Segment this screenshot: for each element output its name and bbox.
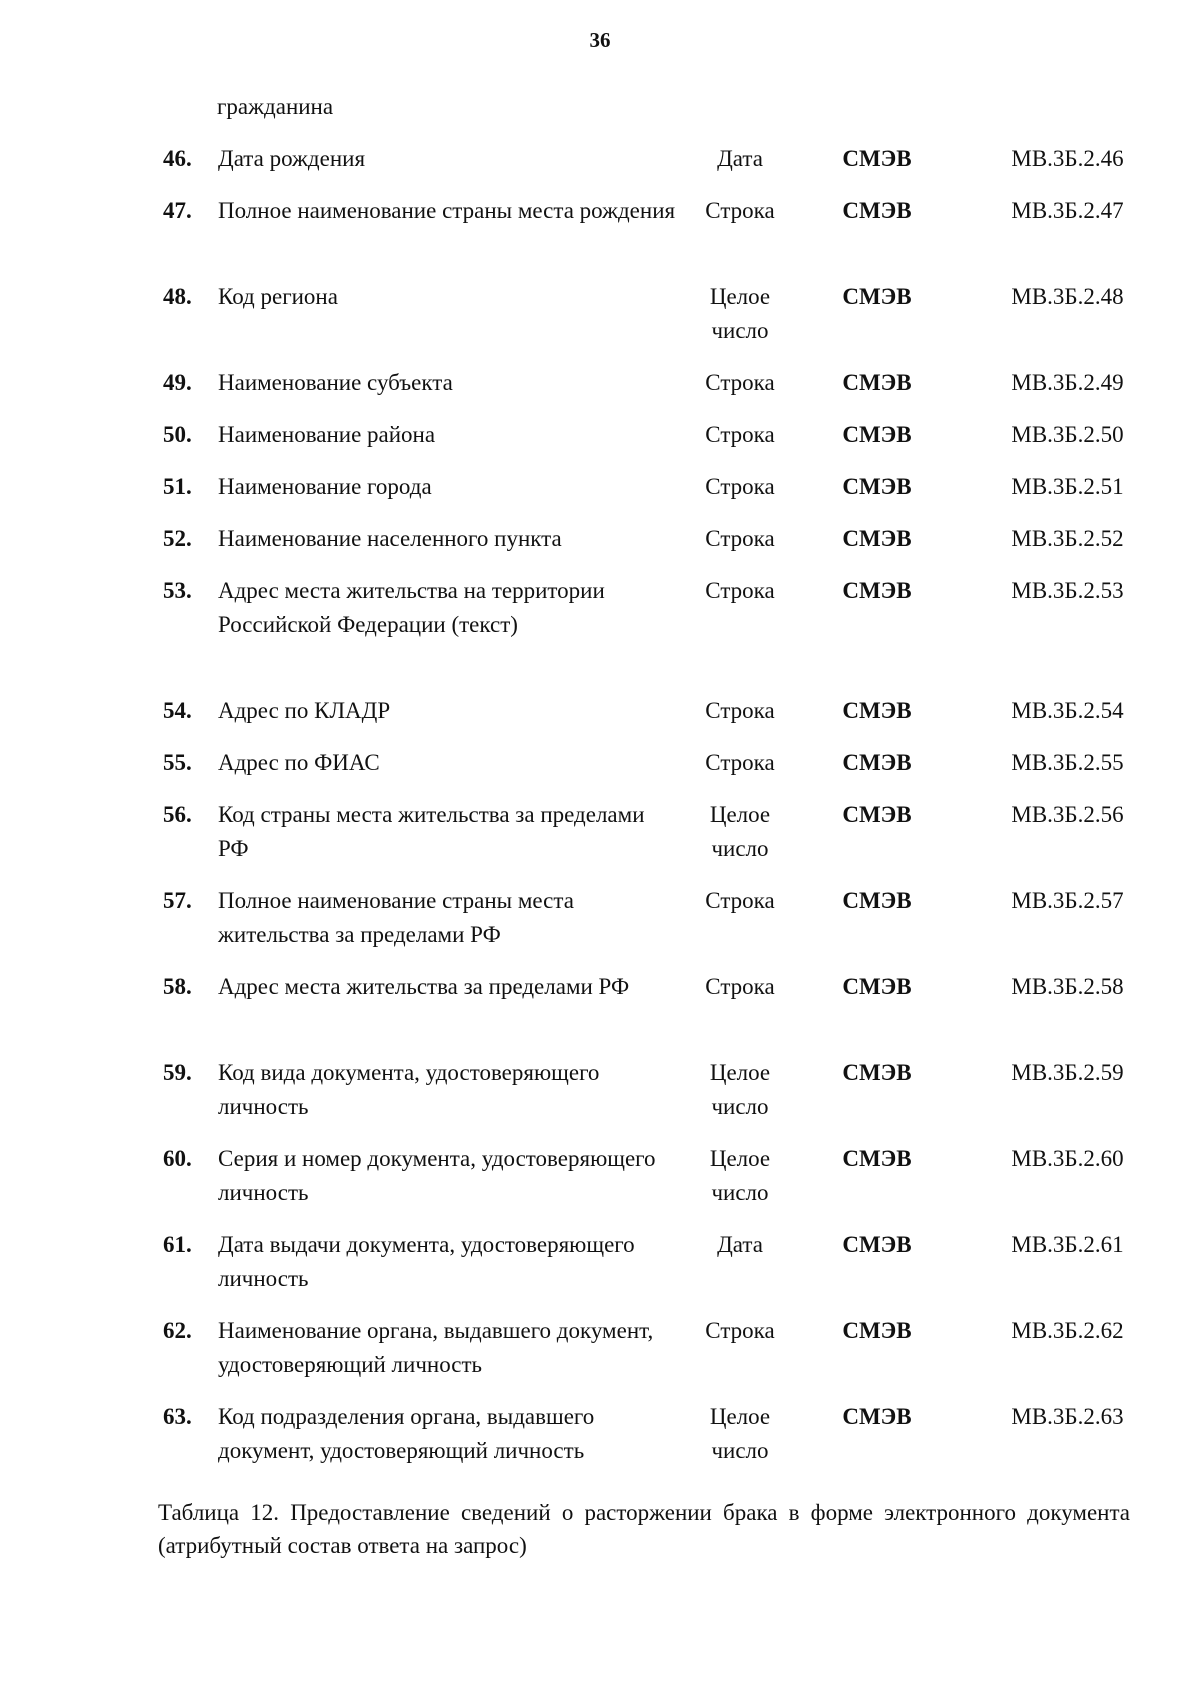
attribute-name: Наименование населенного пункта	[218, 526, 562, 551]
attribute-code: МВ.3Б.2.53	[1011, 578, 1124, 603]
row-number: 46.	[163, 146, 192, 171]
row-number: 51.	[163, 474, 192, 499]
attribute-name: Полное наименование страны места рождения	[218, 198, 676, 223]
row-number: 53.	[163, 578, 192, 603]
row-number: 58.	[163, 974, 192, 999]
row-number: 60.	[163, 1146, 192, 1171]
row-number: 57.	[163, 888, 192, 913]
attribute-code: МВ.3Б.2.60	[1011, 1146, 1124, 1171]
table-row	[0, 746, 1200, 780]
attribute-name: Адрес по КЛАДР	[218, 698, 391, 723]
attribute-source: СМЭВ	[842, 1404, 912, 1429]
attribute-type: Строка	[705, 474, 775, 499]
attribute-type: Целое число	[709, 1146, 771, 1205]
attribute-name: Наименование субъекта	[218, 370, 453, 395]
attribute-type: Дата	[717, 1232, 763, 1257]
attribute-source: СМЭВ	[842, 888, 912, 913]
attribute-name: Полное наименование страны места жительства за пределами РФ	[218, 888, 574, 947]
attribute-code: МВ.3Б.2.56	[1011, 802, 1124, 827]
attribute-type: Строка	[705, 974, 775, 999]
attribute-type: Целое число	[709, 1404, 771, 1463]
attribute-name: Код вида документа, удостоверяющего личность	[218, 1060, 600, 1119]
attribute-type: Строка	[705, 370, 775, 395]
attribute-source: СМЭВ	[842, 1146, 912, 1171]
attribute-source: СМЭВ	[842, 802, 912, 827]
attribute-type: Строка	[705, 698, 775, 723]
attribute-name: Адрес места жительства на территории Российской Федерации (текст)	[218, 578, 605, 637]
attribute-source: СМЭВ	[842, 146, 912, 171]
table-row	[0, 1314, 1200, 1382]
attribute-code: МВ.3Б.2.55	[1011, 750, 1124, 775]
table-row	[0, 694, 1200, 728]
attribute-source: СМЭВ	[842, 526, 912, 551]
attribute-source: СМЭВ	[842, 284, 912, 309]
attribute-source: СМЭВ	[842, 370, 912, 395]
table-row	[0, 1056, 1200, 1124]
attribute-code: МВ.3Б.2.47	[1011, 198, 1124, 223]
row-number: 50.	[163, 422, 192, 447]
attribute-type: Дата	[717, 146, 763, 171]
attribute-type: Строка	[705, 198, 775, 223]
row-number: 54.	[163, 698, 192, 723]
table-row	[0, 798, 1200, 866]
attribute-type: Строка	[705, 1318, 775, 1343]
table-row	[0, 522, 1200, 556]
row-number: 47.	[163, 198, 192, 223]
attribute-source: СМЭВ	[842, 1232, 912, 1257]
row-number: 52.	[163, 526, 192, 551]
attribute-source: СМЭВ	[842, 578, 912, 603]
attribute-code: МВ.3Б.2.59	[1011, 1060, 1124, 1085]
attribute-source: СМЭВ	[842, 1060, 912, 1085]
table-row	[0, 1142, 1200, 1210]
attribute-source: СМЭВ	[842, 474, 912, 499]
attribute-table	[0, 142, 1200, 1486]
attribute-source: СМЭВ	[842, 198, 912, 223]
attribute-code: МВ.3Б.2.50	[1011, 422, 1124, 447]
table-row	[0, 142, 1200, 176]
table-row	[0, 194, 1200, 262]
table-row	[0, 970, 1200, 1038]
attribute-type: Целое число	[709, 1060, 771, 1119]
attribute-name: Код страны места жительства за пределами РФ	[218, 802, 645, 861]
attribute-source: СМЭВ	[842, 750, 912, 775]
row-number: 55.	[163, 750, 192, 775]
attribute-type: Строка	[705, 526, 775, 551]
table-row	[0, 574, 1200, 676]
row-number: 59.	[163, 1060, 192, 1085]
attribute-name: Наименование города	[218, 474, 432, 499]
attribute-source: СМЭВ	[842, 974, 912, 999]
attribute-code: МВ.3Б.2.48	[1011, 284, 1124, 309]
table-row	[0, 884, 1200, 952]
attribute-code: МВ.3Б.2.51	[1011, 474, 1124, 499]
attribute-type: Целое число	[709, 284, 771, 343]
attribute-code: МВ.3Б.2.52	[1011, 526, 1124, 551]
table-row	[0, 418, 1200, 452]
row-number: 49.	[163, 370, 192, 395]
row-number: 63.	[163, 1404, 192, 1429]
row-number: 61.	[163, 1232, 192, 1257]
attribute-code: МВ.3Б.2.49	[1011, 370, 1124, 395]
table-row	[0, 280, 1200, 348]
table-row	[0, 366, 1200, 400]
attribute-code: МВ.3Б.2.58	[1011, 974, 1124, 999]
attribute-code: МВ.3Б.2.62	[1011, 1318, 1124, 1343]
attribute-source: СМЭВ	[842, 698, 912, 723]
attribute-name: Адрес места жительства за пределами РФ	[218, 974, 630, 999]
attribute-name: Дата рождения	[218, 146, 366, 171]
row-number: 48.	[163, 284, 192, 309]
attribute-type: Строка	[705, 888, 775, 913]
attribute-type: Целое число	[709, 802, 771, 861]
attribute-code: МВ.3Б.2.46	[1011, 146, 1124, 171]
attribute-source: СМЭВ	[842, 1318, 912, 1343]
attribute-type: Строка	[705, 422, 775, 447]
attribute-name: Дата выдачи документа, удостоверяющего личность	[218, 1232, 635, 1291]
table-caption: Таблица 12. Предоставление сведений о расторжении брака в форме электронного документа (атрибутный состав ответа на запрос)	[158, 1500, 1130, 1558]
attribute-source: СМЭВ	[842, 422, 912, 447]
row-number: 56.	[163, 802, 192, 827]
attribute-code: МВ.3Б.2.61	[1011, 1232, 1124, 1257]
attribute-name: Наименование района	[218, 422, 436, 447]
table-row	[0, 1400, 1200, 1468]
attribute-code: МВ.3Б.2.63	[1011, 1404, 1124, 1429]
attribute-name: Код подразделения органа, выдавшего документ, удостоверяющий личность	[218, 1404, 595, 1463]
attribute-type: Строка	[705, 578, 775, 603]
table-row	[0, 470, 1200, 504]
row-number: 62.	[163, 1318, 192, 1343]
attribute-name: Код региона	[218, 284, 338, 309]
continuation-text: гражданина	[217, 94, 334, 119]
attribute-name: Наименование органа, выдавшего документ, удостоверяющий личность	[218, 1318, 654, 1377]
attribute-type: Строка	[705, 750, 775, 775]
table-row	[0, 1228, 1200, 1296]
attribute-code: МВ.3Б.2.57	[1011, 888, 1124, 913]
page-number: 36	[589, 28, 611, 52]
attribute-name: Серия и номер документа, удостоверяющего личность	[218, 1146, 656, 1205]
attribute-code: МВ.3Б.2.54	[1011, 698, 1124, 723]
attribute-name: Адрес по ФИАС	[218, 750, 380, 775]
